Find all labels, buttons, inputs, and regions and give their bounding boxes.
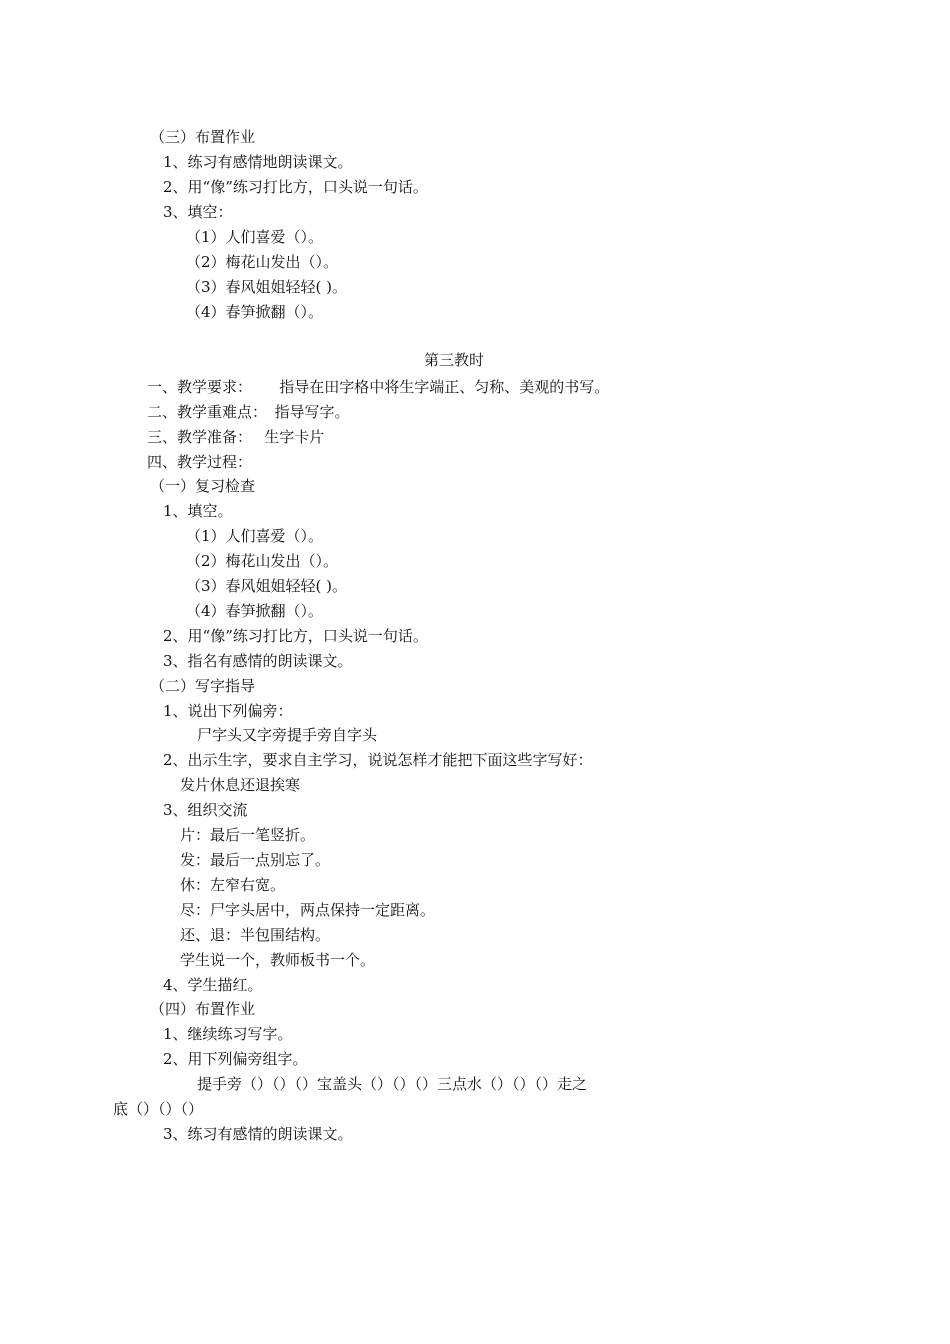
lesson-title: 第三教时 xyxy=(424,351,485,369)
list-item: 1、填空。 xyxy=(163,502,233,520)
list-item: 2、用“像”练习打比方，口头说一句话。 xyxy=(163,178,428,196)
note-item: 片：最后一笔竖折。 xyxy=(180,826,316,844)
fill-blank-item: （2）梅花山发出（）。 xyxy=(186,253,339,271)
list-item: 2、用“像”练习打比方，口头说一句话。 xyxy=(163,627,428,645)
list-item: 1、继续练习写字。 xyxy=(163,1025,293,1043)
section-heading: 二、教学重难点： 指导写字。 xyxy=(147,403,350,421)
exercise-line: 提手旁（）（）（）宝盖头（）（）（）三点水（）（）（）走之 xyxy=(197,1075,588,1093)
list-item: 4、学生描红。 xyxy=(163,976,263,994)
list-item: 3、指名有感情的朗读课文。 xyxy=(163,652,353,670)
note-item: 尽：尸字头居中，两点保持一定距离。 xyxy=(180,901,436,919)
section-heading: 一、教学要求： 指导在田字格中将生字端正、匀称、美观的书写。 xyxy=(147,378,610,396)
list-item: 1、说出下列偏旁： xyxy=(163,702,293,720)
section-heading: 三、教学准备： 生字卡片 xyxy=(147,428,325,446)
section-heading: 四、教学过程： xyxy=(147,453,253,471)
section-heading: （三）布置作业 xyxy=(150,128,256,146)
subsection-heading: （四）布置作业 xyxy=(150,1000,256,1018)
list-item: 1、练习有感情地朗读课文。 xyxy=(163,153,353,171)
subsection-heading: （二）写字指导 xyxy=(150,677,256,695)
list-item: 2、用下列偏旁组字。 xyxy=(163,1050,308,1068)
list-item: 3、组织交流 xyxy=(163,801,248,819)
fill-blank-item: （1）人们喜爱（）。 xyxy=(186,228,324,246)
fill-blank-item: （4）春笋掀翻（）。 xyxy=(186,602,324,620)
note-item: 学生说一个，教师板书一个。 xyxy=(180,951,376,969)
exercise-line-continued: 底（）（）（） xyxy=(113,1100,204,1118)
fill-blank-item: （1）人们喜爱（）。 xyxy=(186,527,324,545)
note-item: 休：左窄右宽。 xyxy=(180,876,286,894)
fill-blank-item: （2）梅花山发出（）。 xyxy=(186,552,339,570)
note-item: 还、退：半包围结构。 xyxy=(180,926,331,944)
list-item: 3、练习有感情的朗读课文。 xyxy=(163,1125,353,1143)
character-list: 发片休息还退挨寒 xyxy=(180,776,301,794)
fill-blank-item: （3）春风姐姐轻轻( )。 xyxy=(186,278,348,296)
note-item: 发：最后一点别忘了。 xyxy=(180,851,331,869)
list-item: 2、出示生字，要求自主学习，说说怎样才能把下面这些字写好： xyxy=(163,751,593,769)
fill-blank-item: （3）春风姐姐轻轻( )。 xyxy=(186,577,348,595)
radical-list: 尸字头又字旁提手旁自字头 xyxy=(197,726,378,744)
fill-blank-item: （4）春笋掀翻（）。 xyxy=(186,303,324,321)
list-item: 3、填空： xyxy=(163,203,233,221)
subsection-heading: （一）复习检查 xyxy=(150,477,256,495)
